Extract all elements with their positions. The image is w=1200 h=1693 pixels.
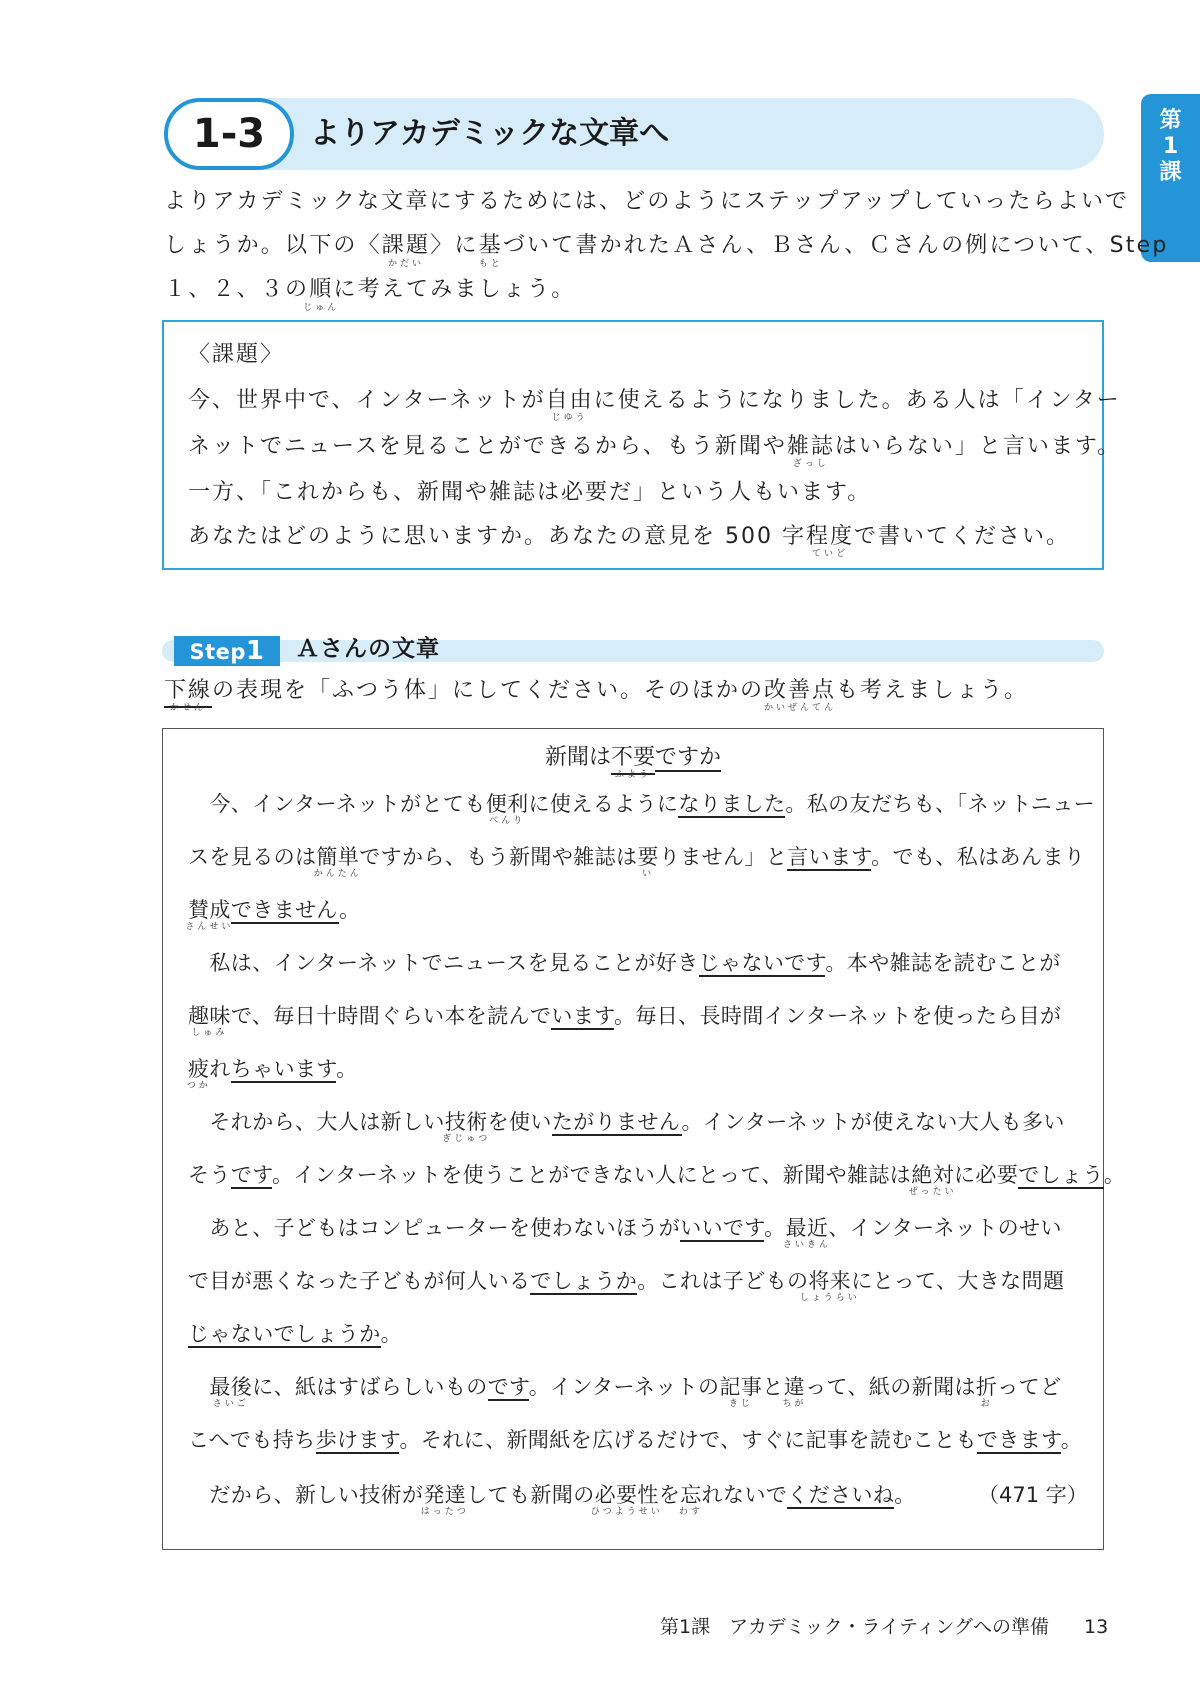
furigana: じゆう (551, 413, 588, 423)
text: づいて書かれたＡさん、Ｂさん、Ｃさんの例について、Step (502, 233, 1169, 258)
essay-line (188, 789, 1096, 826)
text: 最近 (785, 1216, 829, 1240)
text: 。 (336, 1057, 358, 1081)
text: 要 (637, 845, 659, 869)
text: れないで (701, 1483, 788, 1507)
furigana: はったつ (420, 1507, 469, 1517)
underlined-text: いいです (680, 1216, 765, 1240)
underlined-text: 言います (787, 845, 872, 869)
furigana: かいぜんてん (764, 703, 837, 713)
text: 発達 (423, 1483, 467, 1507)
text: って、紙の新聞は (805, 1375, 976, 1399)
text: 順 (309, 277, 334, 302)
text: 。インターネットが使えない大人も多い (681, 1110, 1065, 1134)
text: スを見るのは (188, 845, 317, 869)
furigana: べんり (489, 816, 526, 826)
ruby-word (610, 743, 655, 780)
furigana: しゅみ (191, 1028, 228, 1038)
section-number: 1-3 (164, 98, 294, 170)
furigana: さいご (212, 1399, 249, 1409)
essay-line (188, 1107, 1065, 1144)
text: 。 (380, 1322, 403, 1346)
text: に、紙はすばらしいもの (252, 1375, 488, 1399)
ruby-word (975, 1372, 998, 1409)
chapter-tab-line3: 課 (1159, 160, 1182, 185)
text: そう (188, 1163, 231, 1187)
furigana: お (980, 1399, 993, 1409)
text: 記事 (719, 1375, 763, 1399)
ruby-word (719, 1372, 763, 1409)
text (188, 1375, 209, 1399)
underlined-text: できません (230, 898, 340, 922)
essay-line (188, 1372, 1062, 1409)
essay-line (188, 1319, 402, 1349)
text: りません」と (658, 845, 788, 869)
assignment-line-4 (188, 522, 1071, 559)
text: に (454, 233, 479, 258)
underlined-text: じゃないです (698, 951, 826, 975)
text: 便利 (485, 792, 529, 816)
step-number: 1 (245, 636, 265, 666)
character-count: （471 字） (978, 1483, 1088, 1507)
intro-line-1: よりアカデミックな文章にするためには、どのようにステップアップしていったらよいで (164, 189, 1130, 214)
ruby-word (209, 1372, 253, 1409)
ruby-word (420, 1480, 469, 1517)
furigana: ぎじゅつ (442, 1134, 491, 1144)
ruby-word (782, 1213, 831, 1250)
text: 趣味 (188, 1004, 231, 1028)
underlined-text: できます (976, 1428, 1061, 1452)
text: 改善点 (764, 678, 837, 703)
step-label: Step (189, 640, 246, 664)
text: で、毎日十時間ぐらい本を読んで (230, 1004, 552, 1028)
text: 。それに、新聞紙を広げるだけで、すぐに記事を読むことも (399, 1428, 977, 1452)
text: 。インターネットを使うことができない人にとって、新聞や雑誌は (271, 1163, 912, 1187)
ruby-word (908, 1160, 957, 1197)
furigana: ふよう (614, 770, 651, 780)
furigana: きじ (728, 1399, 753, 1409)
ruby-word (637, 842, 659, 879)
assignment-line-2 (188, 432, 1122, 469)
underlined-text: 歩けます (315, 1428, 400, 1452)
text: 。 (764, 1216, 786, 1240)
text: 基 (478, 233, 503, 258)
text: こへでも持ち (188, 1428, 316, 1452)
text: しょうか。以下の (164, 233, 358, 258)
text: あと、子どもはコンピューターを使わないほうが (188, 1216, 681, 1240)
text: 簡単 (316, 845, 360, 869)
intro-line-3 (164, 274, 1104, 313)
text: 。本や雑誌を読むことが (825, 951, 1061, 975)
text: 折 (975, 1375, 998, 1399)
text: 技術 (444, 1110, 488, 1134)
text: だから、新しい技術が (188, 1483, 424, 1507)
text: 最後 (209, 1375, 253, 1399)
page-number: 13 (1084, 1616, 1109, 1638)
ruby-word (786, 432, 835, 469)
assignment-heading: 〈課題〉 (188, 342, 285, 367)
ruby-word (805, 522, 854, 559)
text: 。インターネットの (528, 1375, 720, 1399)
underlined-text: なりました (678, 792, 786, 816)
essay-line (188, 842, 1086, 879)
text: 〈課題〉 (357, 233, 455, 258)
text: 。 (339, 898, 361, 922)
text: に使えるようになりました。ある人は「インター (593, 388, 1121, 413)
text: 。でも、私はあんまり (871, 845, 1086, 869)
essay-line (185, 895, 361, 932)
furigana: しょうらい (799, 1293, 860, 1303)
furigana: ひつようせい (590, 1507, 663, 1517)
furigana: かだい (388, 259, 425, 269)
furigana: さいきん (782, 1240, 831, 1250)
underlined-text: ちゃいます (230, 1057, 337, 1081)
text: と (762, 1375, 784, 1399)
ruby-word (478, 230, 503, 269)
text: しても新聞の (466, 1483, 595, 1507)
text: ですから、もう新聞や雑誌は (359, 845, 638, 869)
text: れ (209, 1057, 231, 1081)
ruby-word (485, 789, 529, 826)
furigana: つか (186, 1081, 211, 1091)
text: に使えるように (528, 792, 679, 816)
text: 自由 (545, 388, 594, 413)
ruby-word (590, 1480, 663, 1517)
essay-line (188, 1160, 1126, 1197)
text: で書いてください。 (854, 524, 1071, 549)
instruction (164, 676, 1029, 713)
essay-line (186, 1054, 358, 1091)
assignment-line-1 (188, 386, 1121, 423)
intro-line-2 (164, 230, 1169, 269)
essay-line (188, 1425, 1082, 1455)
ruby-word (799, 1266, 860, 1303)
text: 不要 (610, 745, 655, 770)
text: 。 (1103, 1163, 1126, 1187)
text: 今、インターネットがとても (188, 792, 486, 816)
text: 賛成 (188, 898, 231, 922)
assignment-line-3: 一方、「これからも、新聞や雑誌は必要だ」という人もいます。 (188, 480, 872, 505)
text: 私は、インターネットでニュースを見ることが好き (188, 951, 699, 975)
ruby-word (303, 274, 340, 313)
text: それから、大人は新しい (188, 1110, 445, 1134)
text: ネットでニュースを見ることができるから、もう新聞や (188, 434, 787, 459)
text: あなたはどのように思いますか。あなたの意見を 500 字 (188, 524, 806, 549)
furigana: ちが (782, 1399, 807, 1409)
ruby-word (313, 842, 362, 879)
text: はいらない」と言います。 (834, 434, 1122, 459)
text: 。 (894, 1483, 916, 1507)
essay-line (188, 1001, 1062, 1038)
ruby-word (782, 1372, 807, 1409)
furigana: わす (678, 1507, 703, 1517)
text: 。 (1060, 1428, 1083, 1452)
text: を使い (487, 1110, 552, 1134)
furigana: ざっし (792, 459, 829, 469)
text: ってど (997, 1375, 1062, 1399)
underlined-text: います (551, 1004, 614, 1028)
text: で目が悪くなった子どもが何人いる (188, 1269, 531, 1293)
text: 今、世界中で、インターネットが (188, 388, 546, 413)
text: 将来 (808, 1269, 852, 1293)
underlined-text: くださいね (787, 1483, 895, 1507)
underlined-text: たがりません (551, 1110, 682, 1134)
text: 、インターネットのせい (828, 1216, 1062, 1240)
underlined-text: でしょうか (530, 1269, 638, 1293)
text: 。私の友だちも、「ネットニュー (785, 792, 1096, 816)
chapter-tab-line2: 1 (1162, 134, 1179, 159)
section-title: よりアカデミックな文章へ (310, 116, 670, 151)
text: 絶対 (911, 1163, 955, 1187)
essay-line (188, 948, 1061, 978)
step-badge (174, 636, 280, 666)
text: 。毎日、長時間インターネットを使ったら目が (613, 1004, 1062, 1028)
text: １、２、３の (164, 277, 310, 302)
text: も考えましょう。 (836, 678, 1029, 703)
furigana: ぜったい (908, 1187, 957, 1197)
furigana: じゅん (303, 303, 340, 313)
ruby-word (357, 230, 455, 269)
ruby-word (678, 1480, 703, 1517)
text: に必要 (954, 1163, 1019, 1187)
essay-line (188, 1266, 1065, 1303)
text: の表現を「ふつう体」にしてください。そのほかの (212, 678, 765, 703)
text: 違 (783, 1375, 806, 1399)
text: 新聞は (544, 745, 611, 770)
furigana: い (642, 869, 655, 879)
essay-title (162, 743, 1104, 780)
underlined-text: じゃないでしょうか (188, 1322, 381, 1346)
essay-line (188, 1480, 916, 1517)
text: 程度 (805, 524, 854, 549)
ruby-word (764, 676, 837, 713)
chapter-tab-line1: 第 (1159, 108, 1182, 133)
furigana: もと (478, 259, 503, 269)
text: を (658, 1483, 681, 1507)
furigana: さんせい (185, 922, 234, 932)
text: 下線 (164, 678, 213, 703)
footer-chapter-title: 第1課 アカデミック・ライティングへの準備 (660, 1616, 1050, 1638)
underlined-text: です (230, 1163, 272, 1187)
furigana: かせん (170, 703, 207, 713)
essay-line (188, 1213, 1062, 1250)
text: 必要性 (594, 1483, 659, 1507)
ruby-word (185, 895, 234, 932)
text: にとって、大きな問題 (851, 1269, 1065, 1293)
text: 雑誌 (786, 434, 835, 459)
underlined-text: でしょう (1018, 1163, 1104, 1187)
step-title: Ａさんの文章 (296, 636, 440, 662)
underlined-text: ですか (655, 745, 722, 770)
text: に考えてみましょう。 (333, 277, 576, 302)
furigana: かんたん (313, 869, 362, 879)
ruby-word (164, 676, 213, 713)
furigana: ていど (811, 549, 848, 559)
ruby-word (188, 1001, 231, 1038)
text: 。これは子どもの (637, 1269, 809, 1293)
underlined-text: です (487, 1375, 529, 1399)
text: 忘 (680, 1483, 702, 1507)
ruby-word (545, 386, 594, 423)
text: 疲 (188, 1057, 210, 1081)
ruby-word (442, 1107, 491, 1144)
ruby-word (186, 1054, 211, 1091)
